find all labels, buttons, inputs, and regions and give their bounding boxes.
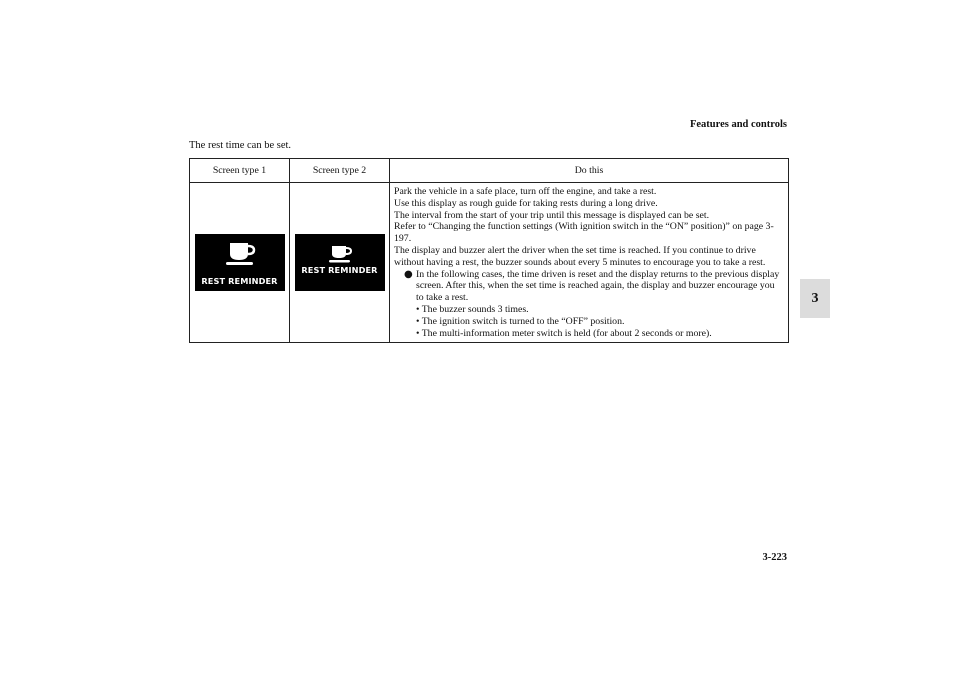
instruction-paragraph: The interval from the start of your trip until this message is displayed can be set.	[394, 209, 710, 221]
header-screen-type-1: Screen type 1	[190, 159, 290, 183]
page-number: 3-223	[762, 552, 787, 563]
chapter-tab: 3	[800, 279, 830, 318]
cross-reference-paragraph: Refer to “Changing the function settings (With ignition switch in the “ON” position)” on page 3-197.	[394, 221, 774, 245]
header-title: Features and controls	[689, 119, 787, 130]
intro-text: The rest time can be set.	[189, 140, 292, 151]
list-item: • The multi-information meter switch is held (for about 2 seconds or more).	[416, 327, 712, 339]
screen-type-1-cell	[190, 183, 290, 343]
instruction-paragraph: Use this display as rough guide for taking rests during a long drive.	[394, 197, 658, 209]
screen-type-2-cell	[290, 183, 390, 343]
screen-type-2-label: REST REMINDER	[301, 265, 378, 276]
screen-type-1-label: REST REMINDER	[201, 276, 278, 287]
list-item: • The ignition switch is turned to the “OFF” position.	[416, 315, 625, 327]
table-row	[190, 183, 789, 343]
coffee-cup-icon	[327, 244, 353, 264]
settings-table	[189, 158, 789, 343]
bullet-text: In the following cases, the time driven is reset and the display returns to the previous display screen. After this, when the set time is reached again, the display and buzzer encourage you to take a rest.	[416, 268, 780, 304]
instruction-paragraph: Park the vehicle in a safe place, turn off the engine, and take a rest.	[394, 186, 657, 197]
instruction-paragraph: The display and buzzer alert the driver when the set time is reached. If you continue to drive without having a rest, the buzzer sounds about every 5 minutes to encourage you to take a rest.	[394, 244, 766, 268]
header-do-this: Do this	[390, 159, 789, 183]
bullet-icon: ●	[404, 268, 413, 280]
screen-type-2-display	[295, 234, 385, 291]
do-this-cell	[390, 183, 789, 343]
list-item: • The buzzer sounds 3 times.	[416, 303, 529, 315]
table-header-row	[190, 159, 789, 183]
screen-type-1-display	[195, 234, 285, 291]
reset-conditions	[404, 269, 784, 340]
coffee-cup-icon	[223, 240, 257, 268]
header-screen-type-2: Screen type 2	[290, 159, 390, 183]
